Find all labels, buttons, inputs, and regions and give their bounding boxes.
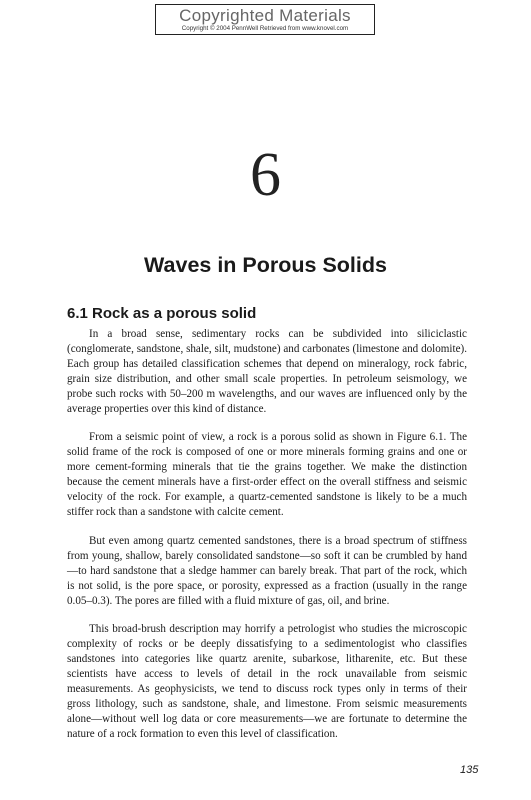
paragraph: This broad-brush description may horrify a petrologist who studies the microscopic complexity of rocks or be deeply dissatisfying to a sedimentologist who classifies sandstones into categories like quartz arenite, subarkose, litharenite, etc. But these scientists have access to levels of detail in the rock unavailable from seismic measurements. As geophysicists, we tend to discuss rock types only in terms of their gross lithology, such as sandstone, shale, and limestone. From seismic measurements alone—without well log data or core measurements—we are fortunate to determine the nature of a rock formation to even this level of classification. [67,623,467,740]
copyright-watermark [155,4,375,35]
page-number: 135 [460,764,479,776]
body-text [67,327,467,756]
paragraph: In a broad sense, sedimentary rocks can be subdivided into siliciclastic (conglomerate, sandstone, shale, silt, mudstone) and carbonates (limestone and dolomite). Each group has detailed classification schemes that depend on mineralogy, rock fabric, grain size distribution, and other small scale properties. In petroleum seismology, we probe such rocks with 50–200 m wavelengths, and our waves are influenced only by the average properties over this kind of distance. [67,328,467,415]
chapter-number: 6 [250,141,281,209]
watermark-title: Copyrighted Materials [179,6,351,25]
watermark-subtitle: Copyright © 2004 PennWell Retrieved from www.knovel.com [181,25,349,32]
section-heading: 6.1 Rock as a porous solid [67,305,257,322]
chapter-title: Waves in Porous Solids [144,253,387,277]
paragraph: But even among quartz cemented sandstones, there is a broad spectrum of stiffness from young, shallow, barely consolidated sandstone—so soft it can be crumbled by hand—to hard sandstone that a sledge hammer can barely break. That part of the rock, which is not solid, is the pore space, or porosity, expressed as a fraction (usually in the range 0.05–0.3). The pores are filled with a fluid mixture of gas, oil, and brine. [67,534,467,607]
paragraph: From a seismic point of view, a rock is a porous solid as shown in Figure 6.1. The solid frame of the rock is composed of one or more minerals forming grains and one or more cement-forming minerals that tie the grains together. We make the distinction because the cement minerals have a first-order effect on the overall stiffness and seismic velocity of the rock. For example, a quartz-cemented sandstone is likely to be a much stiffer rock than a sandstone with calcite cement. [67,431,467,518]
